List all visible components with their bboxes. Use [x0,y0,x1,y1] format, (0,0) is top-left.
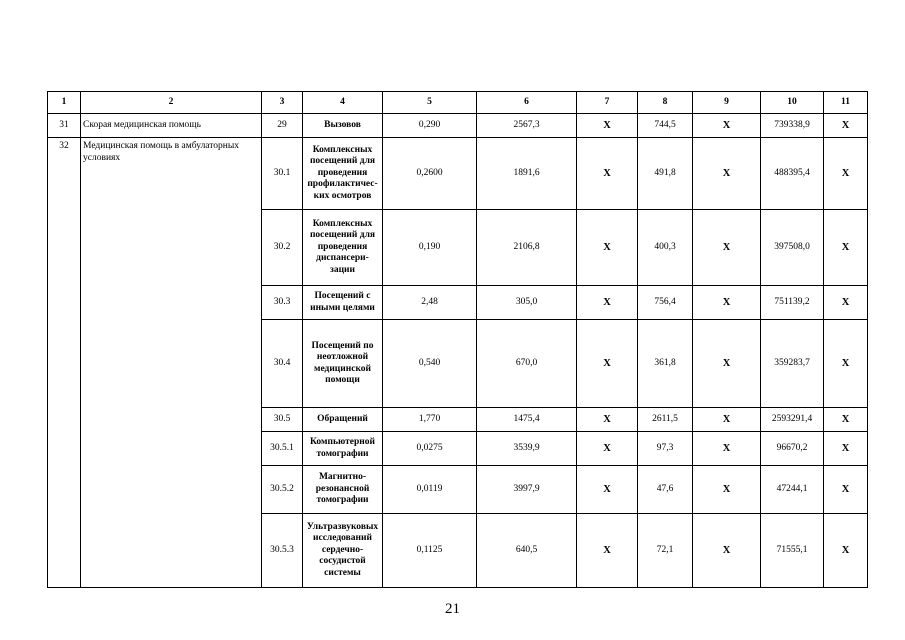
cell-col9: X [693,466,761,514]
cell-col6: 3997,9 [477,466,577,514]
cell-col10: 751139,2 [761,286,824,320]
cell-col8: 47,6 [638,466,693,514]
cell-col11: X [824,286,868,320]
data-table [47,91,868,588]
cell-col8: 97,3 [638,432,693,466]
row-unit: Компьютерной томографии [303,432,383,466]
page-number: 21 [445,601,460,617]
column-header: 4 [303,92,383,114]
cell-col5: 0,0119 [383,466,477,514]
table-row [48,114,868,138]
cell-col9: X [693,514,761,588]
cell-col5: 0,0275 [383,432,477,466]
table-row [48,138,868,210]
cell-col7: X [577,320,638,408]
row-code: 30.3 [262,286,303,320]
row-code: 30.1 [262,138,303,210]
row-unit: Посещений с иными целями [303,286,383,320]
cell-col10: 47244,1 [761,466,824,514]
header-row [48,92,868,114]
cell-col10: 739338,9 [761,114,824,138]
cell-col7: X [577,466,638,514]
cell-col7: X [577,286,638,320]
cell-col9: X [693,210,761,286]
cell-col7: X [577,408,638,432]
cell-col5: 1,770 [383,408,477,432]
row-unit: Комплексных посещений для проведения профилактичес-ких осмотров [303,138,383,210]
cell-col11: X [824,408,868,432]
row-unit: Комплексных посещений для проведения диспансери-зации [303,210,383,286]
column-header: 8 [638,92,693,114]
row-unit: Вызовов [303,114,383,138]
cell-col10: 359283,7 [761,320,824,408]
cell-col11: X [824,138,868,210]
column-header: 1 [48,92,81,114]
row-unit: Магнитно-резонансной томографии [303,466,383,514]
cell-col8: 361,8 [638,320,693,408]
row-name: Скорая медицинская помощь [81,114,262,138]
cell-col5: 2,48 [383,286,477,320]
cell-col7: X [577,432,638,466]
row-unit: Ультразвуковых исследований сердечно-сосудистой системы [303,514,383,588]
cell-col6: 1475,4 [477,408,577,432]
row-code: 30.5.1 [262,432,303,466]
cell-col8: 491,8 [638,138,693,210]
cell-col11: X [824,466,868,514]
row-number: 31 [48,114,81,138]
cell-col6: 2567,3 [477,114,577,138]
row-code: 29 [262,114,303,138]
cell-col9: X [693,320,761,408]
cell-col10: 397508,0 [761,210,824,286]
cell-col8: 744,5 [638,114,693,138]
cell-col6: 305,0 [477,286,577,320]
cell-col5: 0,540 [383,320,477,408]
cell-col11: X [824,114,868,138]
cell-col9: X [693,138,761,210]
row-unit: Обращений [303,408,383,432]
cell-col10: 96670,2 [761,432,824,466]
cell-col8: 2611,5 [638,408,693,432]
column-header: 11 [824,92,868,114]
cell-col10: 71555,1 [761,514,824,588]
cell-col11: X [824,210,868,286]
cell-col8: 756,4 [638,286,693,320]
cell-col9: X [693,432,761,466]
cell-col6: 670,0 [477,320,577,408]
row-code: 30.2 [262,210,303,286]
cell-col5: 0,2600 [383,138,477,210]
cell-col6: 1891,6 [477,138,577,210]
cell-col7: X [577,114,638,138]
cell-col6: 640,5 [477,514,577,588]
column-header: 5 [383,92,477,114]
cell-col7: X [577,138,638,210]
cell-col5: 0,290 [383,114,477,138]
cell-col11: X [824,514,868,588]
cell-col6: 3539,9 [477,432,577,466]
row-name: Медицинская помощь в амбулаторных условиях [81,138,262,588]
row-code: 30.4 [262,320,303,408]
column-header: 10 [761,92,824,114]
cell-col11: X [824,320,868,408]
cell-col9: X [693,286,761,320]
row-number: 32 [48,138,81,588]
cell-col5: 0,190 [383,210,477,286]
cell-col10: 488395,4 [761,138,824,210]
cell-col8: 72,1 [638,514,693,588]
column-header: 2 [81,92,262,114]
row-code: 30.5.2 [262,466,303,514]
cell-col7: X [577,514,638,588]
column-header: 9 [693,92,761,114]
row-code: 30.5.3 [262,514,303,588]
column-header: 6 [477,92,577,114]
cell-col5: 0,1125 [383,514,477,588]
row-code: 30.5 [262,408,303,432]
cell-col9: X [693,408,761,432]
cell-col11: X [824,432,868,466]
row-unit: Посещений по неотложной медицинской помощи [303,320,383,408]
column-header: 7 [577,92,638,114]
column-header: 3 [262,92,303,114]
cell-col6: 2106,8 [477,210,577,286]
cell-col10: 2593291,4 [761,408,824,432]
cell-col8: 400,3 [638,210,693,286]
cell-col7: X [577,210,638,286]
cell-col9: X [693,114,761,138]
